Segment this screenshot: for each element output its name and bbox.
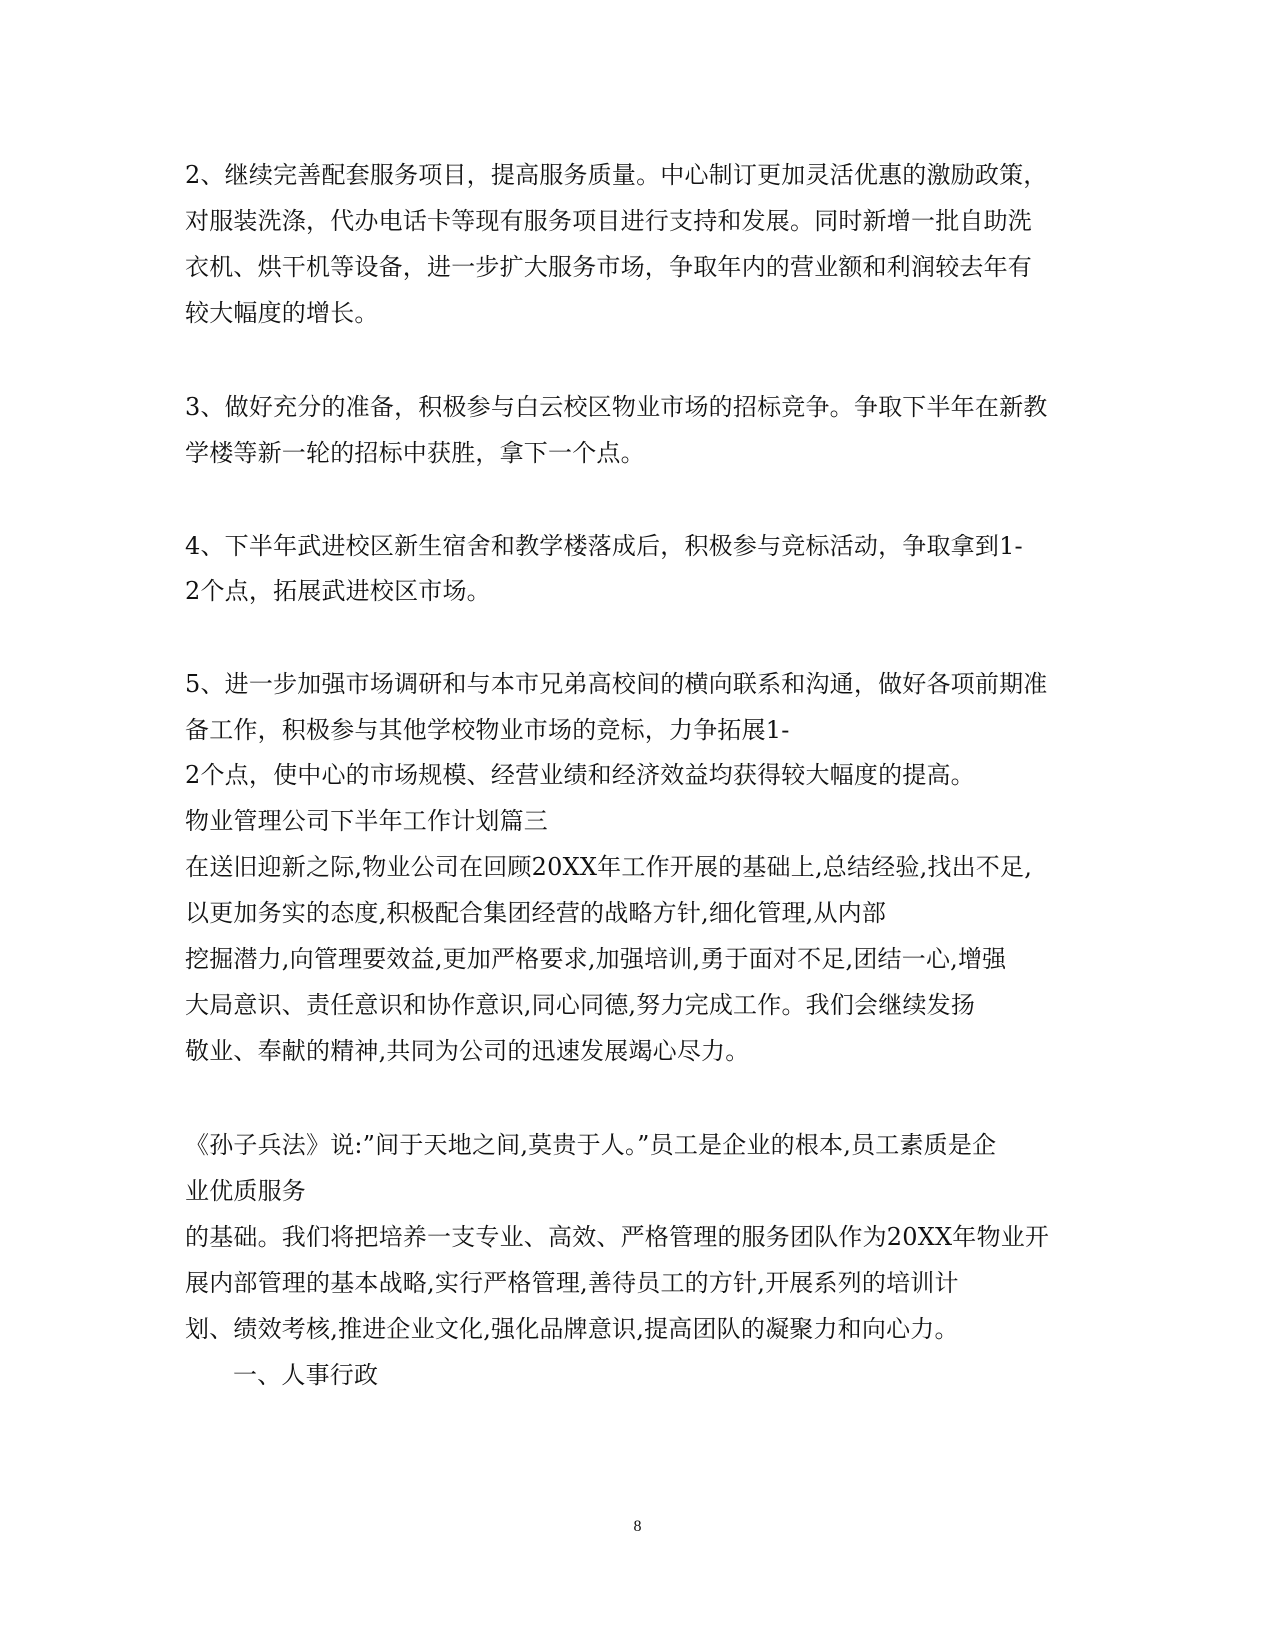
text-line: 3、做好充分的准备，积极参与白云校区物业市场的招标竞争。争取下半年在新教 [185, 393, 1048, 421]
text-line: 业优质服务 [185, 1177, 306, 1205]
text-line: 学楼等新一轮的招标中获胜，拿下一个点。 [185, 439, 645, 467]
page-number: 8 [633, 1518, 642, 1535]
text-line: 在送旧迎新之际,物业公司在回顾20XX年工作开展的基础上,总结经验,找出不足, [185, 853, 1033, 881]
text-line: 备工作，积极参与其他学校物业市场的竞标，力争拓展1- [185, 716, 790, 744]
section-heading: 一、人事行政 [233, 1361, 379, 1389]
text-line: 2个点，拓展武进校区市场。 [185, 577, 491, 605]
section-title: 物业管理公司下半年工作计划篇三 [185, 807, 548, 835]
text-line: 《孙子兵法》说:”间于天地之间,莫贵于人。”员工是企业的根本,员工素质是企 [185, 1131, 997, 1159]
text-line: 的基础。我们将把培养一支专业、高效、严格管理的服务团队作为20XX年物业开 [185, 1223, 1050, 1251]
text-line: 敬业、奉献的精神,共同为公司的迅速发展竭心尽力。 [185, 1037, 750, 1065]
text-line: 较大幅度的增长。 [185, 299, 379, 327]
text-line: 2、继续完善配套服务项目，提高服务质量。中心制订更加灵活优惠的激励政策， [185, 161, 1048, 189]
text-line: 对服装洗涤，代办电话卡等现有服务项目进行支持和发展。同时新增一批自助洗 [185, 207, 1032, 235]
text-line: 2个点，使中心的市场规模、经营业绩和经济效益均获得较大幅度的提高。 [185, 761, 975, 789]
text-line: 以更加务实的态度,积极配合集团经营的战略方针,细化管理,从内部 [185, 899, 887, 927]
text-line: 挖掘潜力,向管理要效益,更加严格要求,加强培训,勇于面对不足,团结一心,增强 [185, 945, 1007, 973]
text-line: 5、进一步加强市场调研和与本市兄弟高校间的横向联系和沟通，做好各项前期准 [185, 670, 1048, 698]
text-line: 4、下半年武进校区新生宿舍和教学楼落成后，积极参与竞标活动，争取拿到1- [185, 532, 1023, 560]
text-line: 划、绩效考核,推进企业文化,强化品牌意识,提高团队的凝聚力和向心力。 [185, 1315, 959, 1343]
text-line: 展内部管理的基本战略,实行严格管理,善待员工的方针,开展系列的培训计 [185, 1269, 959, 1297]
text-line: 衣机、烘干机等设备，进一步扩大服务市场，争取年内的营业额和利润较去年有 [185, 253, 1032, 281]
text-line: 大局意识、责任意识和协作意识,同心同德,努力完成工作。我们会继续发扬 [185, 991, 976, 1019]
